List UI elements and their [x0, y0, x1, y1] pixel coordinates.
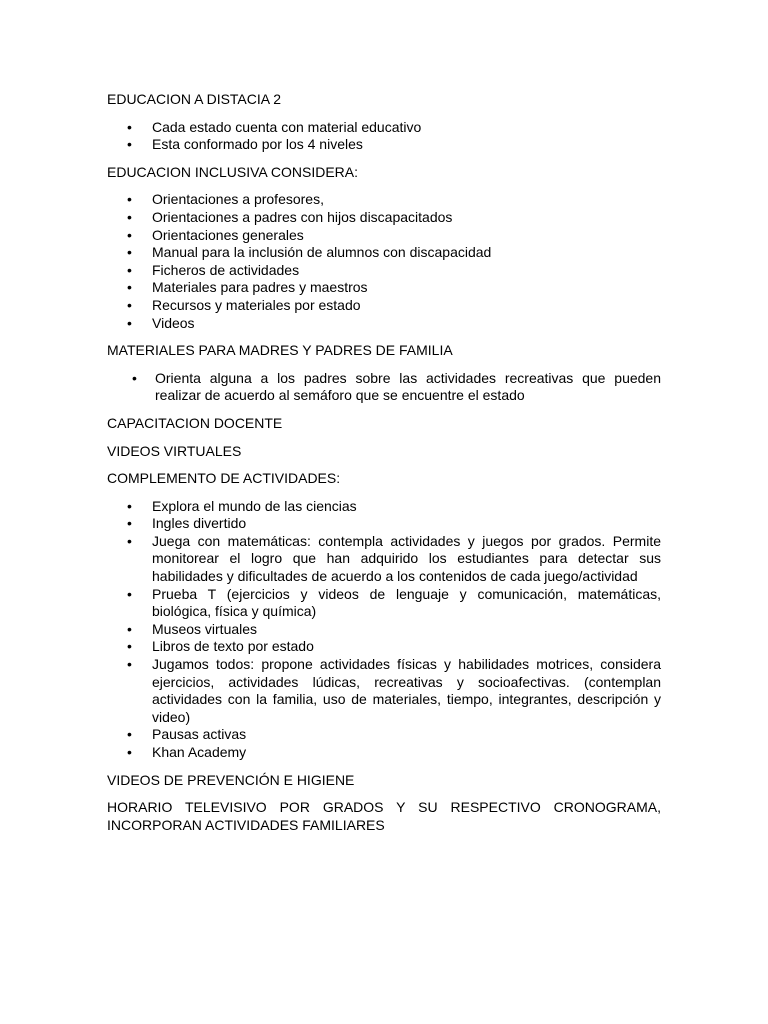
list-item: • Videos — [127, 314, 195, 331]
bullet-icon: • — [127, 191, 132, 208]
bullet-icon: • — [127, 208, 132, 225]
bullet-icon: • — [127, 118, 132, 135]
list-item: • Museos virtuales — [127, 620, 258, 637]
bullet-icon: • — [127, 638, 132, 655]
bullet-icon: • — [127, 585, 132, 602]
section-heading-complemento-actividades: COMPLEMENTO DE ACTIVIDADES: — [107, 470, 341, 487]
list-item: • Manual para la inclusión de alumnos con discapacidad — [127, 244, 492, 261]
list-item: • Orienta alguna a los padres sobre las actividades recreativas que pueden realizar de acuerdo al semáforo que se encuentre el estado — [132, 369, 661, 404]
list-educacion-inclusiva — [107, 191, 661, 332]
bullet-icon: • — [127, 515, 132, 532]
bullet-icon: • — [127, 244, 132, 261]
list-item: • Orientaciones a padres con hijos discapacitados — [127, 208, 453, 225]
list-item: • Pausas activas — [127, 726, 247, 743]
bullet-icon: • — [127, 136, 132, 153]
bullet-icon: • — [127, 226, 132, 243]
section-heading-educacion-distancia: EDUCACION A DISTACIA 2 — [107, 91, 282, 107]
list-item: • Esta conformado por los 4 niveles — [127, 136, 363, 153]
section-heading-materiales-padres: MATERIALES PARA MADRES Y PADRES DE FAMILIA — [107, 342, 453, 359]
list-item: • Jugamos todos: propone actividades físicas y habilidades motrices, considera ejercicios, actividades lúdicas, recreativas y socioafectivas. (contemplan actividades con la familia, uso de materiales, tiempo, integrantes, descripción y video) — [127, 656, 661, 725]
list-complemento-actividades — [107, 498, 661, 762]
list-item: • Libros de texto por estado — [127, 638, 314, 655]
list-item: • Prueba T (ejercicios y videos de lenguaje y comunicación, matemáticas, biológica, física y química) — [127, 585, 661, 620]
list-item: • Recursos y materiales por estado — [127, 296, 361, 313]
list-item: • Explora el mundo de las ciencias — [127, 497, 357, 514]
section-heading-videos-prevencion: VIDEOS DE PREVENCIÓN E HIGIENE — [107, 771, 355, 788]
bullet-icon: • — [127, 279, 132, 296]
bullet-icon: • — [127, 744, 132, 760]
list-materiales-padres — [107, 370, 661, 405]
list-educacion-distancia — [107, 119, 661, 154]
list-item: • Ingles divertido — [127, 515, 247, 532]
bullet-icon: • — [127, 314, 132, 331]
section-heading-educacion-inclusiva: EDUCACION INCLUSIVA CONSIDERA: — [107, 163, 359, 180]
document-body — [107, 91, 661, 834]
bullet-icon: • — [127, 532, 132, 549]
list-item: • Orientaciones generales — [127, 226, 304, 243]
list-item: • Juega con matemáticas: contempla actividades y juegos por grados. Permite monitorear el logro que han adquirido los estudiantes para detectar sus habilidades y dificultades de acuerdo a los contenidos de cada juego/actividad — [127, 532, 661, 585]
list-item: • Khan Academy — [127, 744, 247, 760]
list-item: • Orientaciones a profesores, — [127, 191, 324, 208]
bullet-icon: • — [127, 497, 132, 514]
section-heading-videos-virtuales: VIDEOS VIRTUALES — [107, 442, 242, 459]
bullet-icon: • — [127, 296, 132, 313]
list-item: • Ficheros de actividades — [127, 261, 300, 278]
section-heading-capacitacion-docente: CAPACITACION DOCENTE — [107, 414, 283, 431]
section-heading-horario-televisivo: HORARIO TELEVISIVO POR GRADOS Y SU RESPECTIVO CRONOGRAMA, INCORPORAN ACTIVIDADES FAMILIARES — [107, 799, 661, 833]
list-item: • Cada estado cuenta con material educativo — [127, 118, 422, 135]
list-item: • Materiales para padres y maestros — [127, 279, 368, 296]
bullet-icon: • — [132, 369, 137, 386]
bullet-icon: • — [127, 726, 132, 743]
bullet-icon: • — [127, 261, 132, 278]
bullet-icon: • — [127, 620, 132, 637]
bullet-icon: • — [127, 656, 132, 673]
